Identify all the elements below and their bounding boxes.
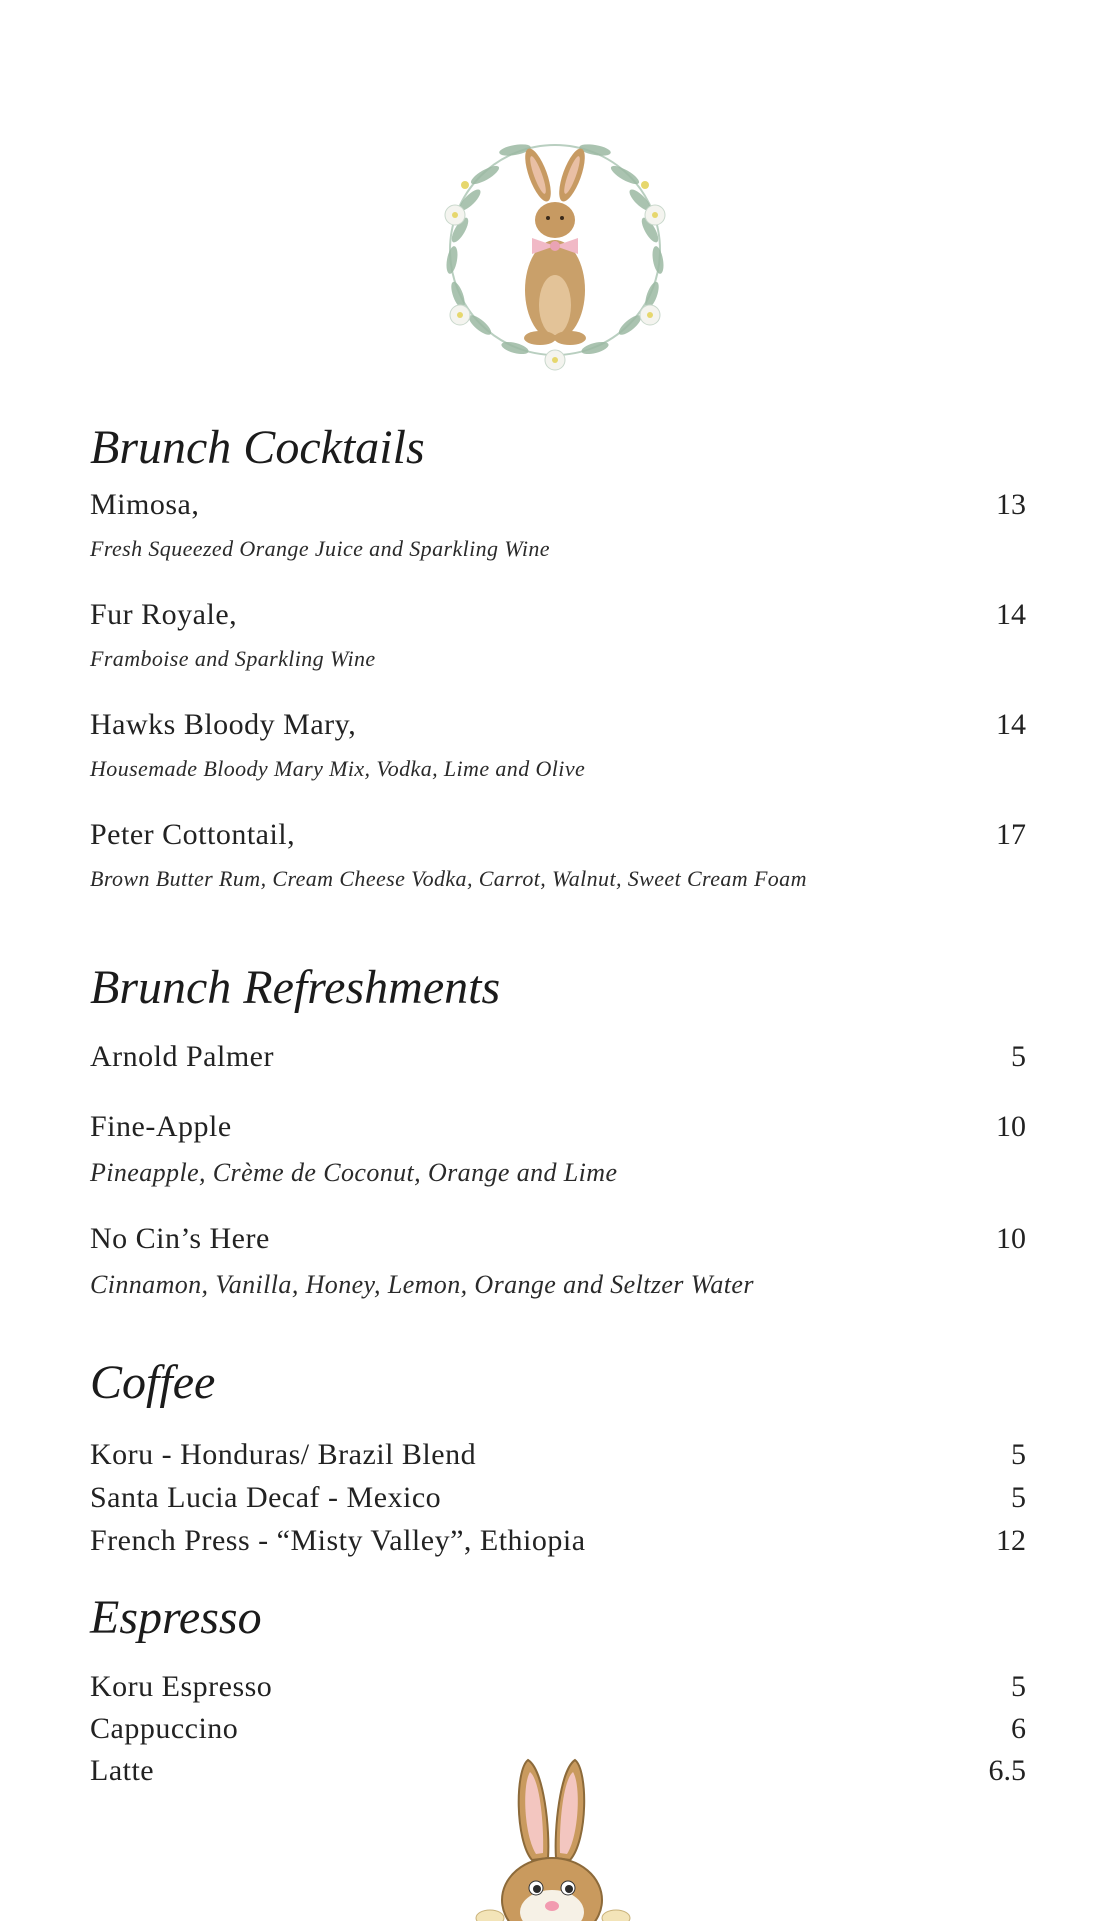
menu-item-peter-cottontail xyxy=(90,818,1026,858)
menu-item-fur-royale xyxy=(90,598,1026,638)
item-description: Pineapple, Crème de Coconut, Orange and Lime xyxy=(90,1158,618,1187)
item-price: 12 xyxy=(996,1524,1026,1557)
item-price: 5 xyxy=(1011,1481,1026,1514)
menu-page xyxy=(90,0,1026,1921)
item-description: Fresh Squeezed Orange Juice and Sparkling Wine xyxy=(90,536,550,561)
section-title-espresso: Espresso xyxy=(90,1591,262,1644)
menu-item-fine-apple xyxy=(90,1110,1026,1150)
item-price: 5 xyxy=(1011,1438,1026,1471)
item-description: Brown Butter Rum, Cream Cheese Vodka, Carrot, Walnut, Sweet Cream Foam xyxy=(90,866,807,891)
menu-item-koru-espresso xyxy=(90,1670,1026,1710)
item-name: Latte xyxy=(90,1754,155,1787)
item-price: 10 xyxy=(996,1222,1026,1255)
section-title-brunch-refreshments: Brunch Refreshments xyxy=(90,961,501,1014)
item-name: Santa Lucia Decaf - Mexico xyxy=(90,1481,442,1514)
item-name: Hawks Bloody Mary, xyxy=(90,708,357,741)
item-price: 5 xyxy=(1011,1670,1026,1703)
item-name: Mimosa, xyxy=(90,488,200,521)
item-name: Arnold Palmer xyxy=(90,1040,274,1073)
section-title-coffee: Coffee xyxy=(90,1356,216,1409)
item-price: 5 xyxy=(1011,1040,1026,1073)
item-name: Cappuccino xyxy=(90,1712,239,1745)
item-name: Fur Royale, xyxy=(90,598,238,631)
menu-item-arnold-palmer xyxy=(90,1040,1026,1080)
menu-item-koru-blend xyxy=(90,1438,1026,1478)
item-name: Koru Espresso xyxy=(90,1670,273,1703)
item-description: Framboise and Sparkling Wine xyxy=(90,646,376,671)
peeking-bunny-logo xyxy=(470,1750,640,1921)
menu-item-no-cins-here xyxy=(90,1222,1026,1262)
menu-item-french-press xyxy=(90,1524,1026,1564)
item-price: 14 xyxy=(996,708,1026,741)
item-name: No Cin’s Here xyxy=(90,1222,270,1255)
item-description: Housemade Bloody Mary Mix, Vodka, Lime and Olive xyxy=(90,756,586,781)
item-name: French Press - “Misty Valley”, Ethiopia xyxy=(90,1524,586,1557)
item-price: 13 xyxy=(996,488,1026,521)
item-price: 6.5 xyxy=(988,1754,1026,1787)
item-name: Koru - Honduras/ Brazil Blend xyxy=(90,1438,477,1471)
item-name: Peter Cottontail, xyxy=(90,818,296,851)
menu-item-hawks-bloody-mary xyxy=(90,708,1026,748)
item-price: 6 xyxy=(1011,1712,1026,1745)
item-price: 17 xyxy=(996,818,1026,851)
peeking-bunny-icon xyxy=(476,1760,630,1921)
item-name: Fine-Apple xyxy=(90,1110,232,1143)
section-title-brunch-cocktails: Brunch Cocktails xyxy=(90,421,425,474)
item-price: 14 xyxy=(996,598,1026,631)
item-description: Cinnamon, Vanilla, Honey, Lemon, Orange and Seltzer Water xyxy=(90,1270,754,1299)
menu-item-mimosa xyxy=(90,488,1026,528)
menu-item-santa-lucia-decaf xyxy=(90,1481,1026,1521)
menu-item-cappuccino xyxy=(90,1712,1026,1752)
item-price: 10 xyxy=(996,1110,1026,1143)
